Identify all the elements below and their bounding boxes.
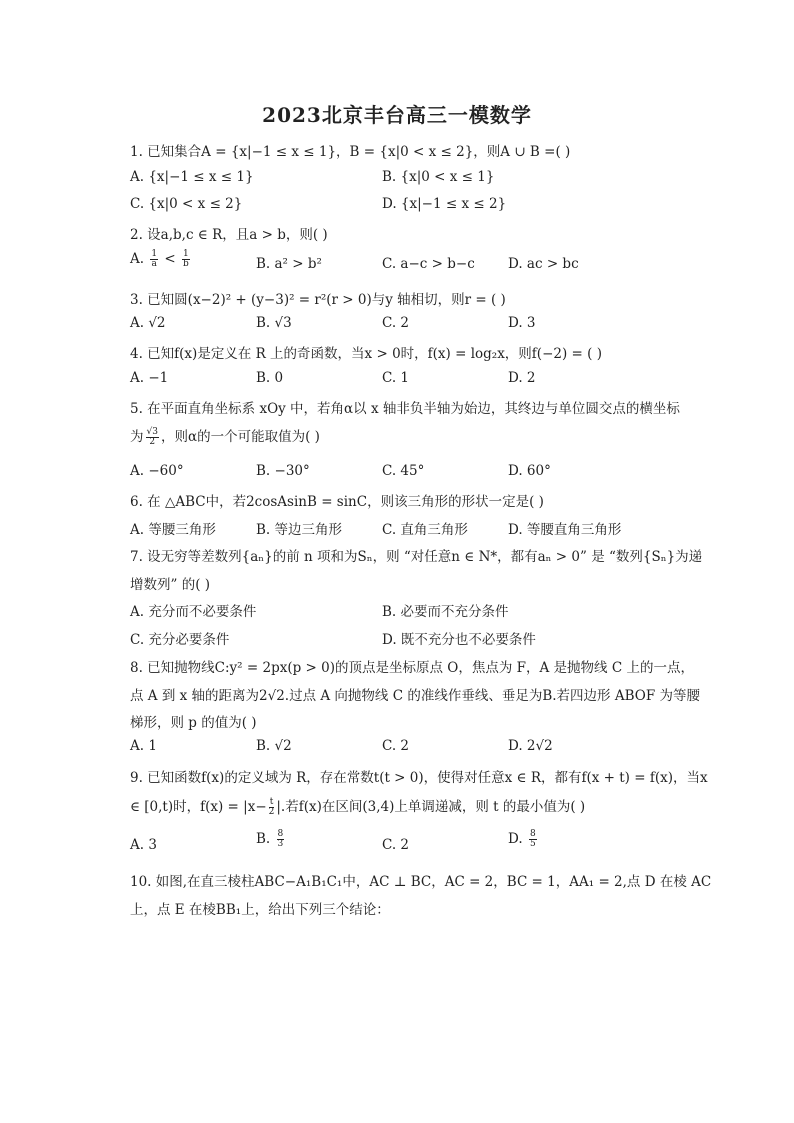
q9-post: |.若f(x)在区间(3,4)上单调递减，则 t 的最小值为( ) [276,799,586,815]
q2a-lt: < [164,251,176,267]
q9b-frac-num: 8 [277,829,284,839]
q5-fraction [146,428,159,447]
q8-option-a: A. 1 [130,738,157,754]
q9-fraction [269,798,275,817]
q5-pre: 为 [130,429,144,445]
q1-option-c: C. {x|0 < x ≤ 2} [130,196,243,212]
q6-option-b: B. 等边三角形 [256,522,343,538]
question-8-line-2: 点 A 到 x 轴的距离为2√2.过点 A 向抛物线 C 的准线作垂线、垂足为B.若四边形 ABOF 为等腰 [130,688,700,704]
q9-pre: ∈ [0,t)时，f(x) = |x− [130,799,267,815]
q5-frac-den: 2 [149,437,156,447]
q2a-label: A. [130,251,145,267]
q7-option-b: B. 必要而不充分条件 [382,604,509,620]
q4-option-c: C. 1 [382,370,410,386]
question-5-line-1: 5. 在平面直角坐标系 xOy 中，若角α以 x 轴非负半轴为始边，其终边与单位圆交点的横坐标 [130,401,680,417]
q9d-frac-num: 8 [529,829,536,839]
q9b-fraction [277,830,285,849]
q5-option-a: A. −60° [130,463,184,479]
q9b-label: B. [256,831,271,847]
q4-option-b: B. 0 [256,370,284,386]
question-5-line-2 [130,425,320,447]
q7-option-c: C. 充分必要条件 [130,632,230,648]
q8-option-b: B. √2 [256,738,292,754]
q6-option-c: C. 直角三角形 [382,522,468,538]
q9-option-b [256,830,286,849]
question-7-line-2: 增数列” 的( ) [130,577,211,593]
q5-option-c: C. 45° [382,463,425,479]
question-4: 4. 已知f(x)是定义在 R 上的奇函数，当x > 0时，f(x) = log₂x，则f(−2) = ( ) [130,346,602,362]
q6-option-d: D. 等腰直角三角形 [508,522,622,538]
q2a-f1-den: a [151,259,157,269]
question-8-line-1: 8. 已知抛物线C:y² = 2px(p > 0)的顶点是坐标原点 O，焦点为 F，A 是抛物线 C 上的一点， [130,660,694,676]
q4-option-a: A. −1 [130,370,169,386]
q2a-f1-num: 1 [151,249,158,259]
q2-option-a [130,250,192,269]
q2-option-d: D. ac > bc [508,256,579,272]
question-9-line-2 [130,795,585,817]
q1-option-b: B. {x|0 < x ≤ 1} [382,169,495,185]
q8-option-d: D. 2√2 [508,738,553,754]
q9-option-c: C. 2 [382,837,410,853]
q9-option-a: A. 3 [130,837,157,853]
question-1: 1. 已知集合A = {x|−1 ≤ x ≤ 1}，B = {x|0 < x ≤ 2}，则A ∪ B =( ) [130,144,571,160]
question-2: 2. 设a,b,c ∈ R，且a > b，则( ) [130,227,328,243]
question-8-line-3: 梯形，则 p 的值为( ) [130,715,257,731]
question-7-line-1: 7. 设无穷等差数列{aₙ}的前 n 项和为Sₙ，则 “对任意n ∈ N*，都有aₙ > 0” 是 “数列{Sₙ}为递 [130,549,703,565]
q2a-f2-den: b [182,259,189,269]
q1-option-d: D. {x|−1 ≤ x ≤ 2} [382,196,507,212]
q8-option-c: C. 2 [382,738,410,754]
question-6: 6. 在 △ABC中，若2cosAsinB = sinC，则该三角形的形状一定是( ) [130,494,544,510]
q3-option-d: D. 3 [508,315,536,331]
q2a-fraction-1 [150,250,158,269]
q3-option-b: B. √3 [256,315,292,331]
q9-frac-den: 2 [268,807,275,817]
q5-post: ，则α的一个可能取值为( ) [160,429,320,445]
q9d-fraction [529,830,537,849]
question-9-line-1: 9. 已知函数f(x)的定义域为 R，存在常数t(t > 0)，使得对任意x ∈ R，都有f(x + t) = f(x)，当x [130,770,708,786]
q9-option-d [508,830,539,849]
q9d-label: D. [508,831,523,847]
q9-frac-num: t [269,797,274,807]
q5-option-d: D. 60° [508,463,551,479]
q3-option-c: C. 2 [382,315,410,331]
question-3: 3. 已知圆(x−2)² + (y−3)² = r²(r > 0)与y 轴相切，则r = ( ) [130,292,506,308]
q9d-frac-den: 5 [529,839,536,849]
page-title: 2023北京丰台高三一模数学 [262,103,532,127]
question-10-line-1: 10. 如图,在直三棱柱ABC−A₁B₁C₁中，AC ⊥ BC，AC = 2，BC = 1，AA₁ = 2,点 D 在棱 AC [130,874,712,890]
q7-option-d: D. 既不充分也不必要条件 [382,632,536,648]
q5-option-b: B. −30° [256,463,310,479]
q2-option-c: C. a−c > b−c [382,256,475,272]
question-10-line-2: 上，点 E 在棱BB₁上，给出下列三个结论： [130,902,390,918]
q9b-frac-den: 3 [277,839,284,849]
q3-option-a: A. √2 [130,315,166,331]
q6-option-a: A. 等腰三角形 [130,522,216,538]
q2a-f2-num: 1 [182,249,189,259]
q2a-fraction-2 [182,250,190,269]
q2-option-b: B. a² > b² [256,256,322,272]
q5-frac-num: √3 [146,427,158,437]
q4-option-d: D. 2 [508,370,536,386]
q1-option-a: A. {x|−1 ≤ x ≤ 1} [130,169,254,185]
q7-option-a: A. 充分而不必要条件 [130,604,257,620]
